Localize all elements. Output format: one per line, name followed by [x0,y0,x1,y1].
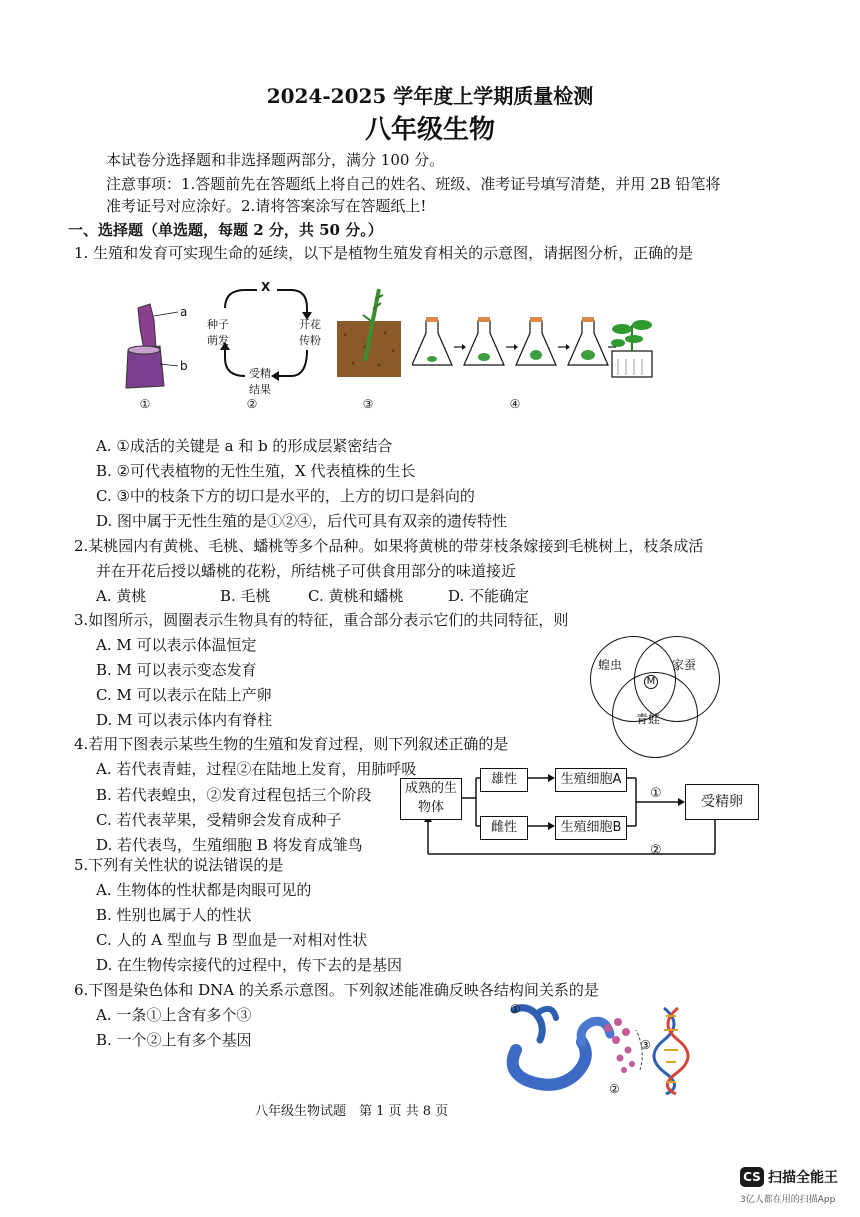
intro-line-3: 准考证号对应涂好。2.请将答案涂写在答题纸上! [106,197,427,215]
q4-stem: 4.若用下图表示某些生物的生殖和发育过程，则下列叙述正确的是 [74,735,509,753]
flow-zygote: 受精卵 [685,784,759,820]
q4-option-d: D. 若代表鸟，生殖细胞 B 将发育成雏鸟 [96,836,363,854]
q1-option-a: A. ①成活的关键是 a 和 b 的形成层紧密结合 [96,437,393,455]
camscanner-tagline: 3亿人都在用的扫描App [740,1195,836,1205]
q5-option-d: D. 在生物传宗接代的过程中，传下去的是基因 [96,956,403,974]
venn-label-locust: 蝗虫 [598,658,623,672]
q3-option-b: B. M 可以表示变态发育 [96,661,257,679]
fig-num-1: ① [139,397,151,411]
venn-label-m: M [644,675,658,689]
cycle-x: X [261,280,271,294]
q5-option-a: A. 生物体的性状都是肉眼可见的 [96,881,312,899]
fig-num-4: ④ [509,397,521,411]
camscanner-logo-icon: CS [740,1167,764,1187]
q5-stem: 5.下列有关性状的说法错误的是 [74,856,284,874]
q6-fig-num-2: ② [609,1082,620,1096]
chromosome-dna-figure [496,1000,706,1095]
q6-stem: 6.下图是染色体和 DNA 的关系示意图。下列叙述能准确反映各结构间关系的是 [74,981,599,999]
flow-female: 雌性 [480,816,528,840]
flow-mature-organism: 成熟的生物体 [400,778,462,820]
q5-option-b: B. 性别也属于人的性状 [96,906,252,924]
fig-num-2: ② [246,397,258,411]
intro-line-1: 本试卷分选择题和非选择题两部分，满分 100 分。 [106,151,445,169]
cutting-figure [335,285,405,380]
q1-option-c: C. ③中的枝条下方的切口是水平的，上方的切口是斜向的 [96,487,475,505]
q6-option-a: A. 一条①上含有多个③ [96,1006,252,1024]
cycle-right: 开花传粉 [299,318,321,347]
venn-label-frog: 青蛙 [636,712,661,726]
intro-line-2: 注意事项：1.答题前先在答题纸上将自己的姓名、班级、准考证号填写清楚，并用 2B 铅笔将 [106,175,721,193]
q3-stem: 3.如图所示，圆圈表示生物具有的特征，重合部分表示它们的共同特征，则 [74,611,569,629]
q6-option-b: B. 一个②上有多个基因 [96,1031,252,1049]
q2-stem-2: 并在开花后授以蟠桃的花粉，所结桃子可供食用部分的味道接近 [96,562,517,580]
cycle-left: 种子萌发 [207,318,229,347]
q4-option-a: A. 若代表青蛙，过程②在陆地上发育，用肺呼吸 [96,760,417,778]
q2-option-a: A. 黄桃 [96,587,147,605]
q3-option-d: D. M 可以表示体内有脊柱 [96,711,273,729]
q4-option-b: B. 若代表蝗虫，②发育过程包括三个阶段 [96,786,372,804]
camscanner-name: 扫描全能王 [768,1170,838,1186]
q3-option-c: C. M 可以表示在陆上产卵 [96,686,272,704]
fig1-label-b: b [180,359,188,373]
fig1-label-a: a [180,305,188,319]
flow-cell-b: 生殖细胞B [555,816,627,840]
q6-fig-num-3: ③ [640,1038,651,1052]
grafting-figure [120,300,200,395]
flow-step-2: ② [650,843,662,858]
q1-option-d: D. 图中属于无性生殖的是①②④，后代可具有双亲的遗传特性 [96,512,508,530]
q1-stem: 1. 生殖和发育可实现生命的延续，以下是植物生殖发育相关的示意图，请据图分析，正确的是 [74,244,694,262]
q2-option-b: B. 毛桃 [220,587,271,605]
exam-title: 2024-2025 学年度上学期质量检测 [266,84,594,108]
fig-num-3: ③ [362,397,374,411]
q6-fig-num-1: ① [510,1002,521,1016]
q4-option-c: C. 若代表苹果，受精卵会发育成种子 [96,811,342,829]
q2-option-c: C. 黄桃和蟠桃 [308,587,404,605]
q1-option-b: B. ②可代表植物的无性生殖，X 代表植株的生长 [96,462,416,480]
q5-option-c: C. 人的 A 型血与 B 型血是一对相对性状 [96,931,368,949]
flow-step-1: ① [650,786,662,801]
section-heading: 一、选择题（单选题，每题 2 分，共 50 分。） [68,221,383,239]
q2-stem-1: 2.某桃园内有黄桃、毛桃、蟠桃等多个品种。如果将黄桃的带芽枝条嫁接到毛桃树上，枝条成活 [74,537,704,555]
exam-subject: 八年级生物 [364,115,495,145]
flow-cell-a: 生殖细胞A [555,768,627,792]
q2-option-d: D. 不能确定 [448,587,530,605]
venn-label-silkworm: 家蚕 [672,658,697,672]
tissue-culture-figure [412,315,662,385]
page-footer: 八年级生物试题 第 1 页 共 8 页 [255,1104,449,1119]
flow-male: 雄性 [480,768,528,792]
cycle-bottom: 受精结果 [249,367,271,396]
q3-option-a: A. M 可以表示体温恒定 [96,636,257,654]
